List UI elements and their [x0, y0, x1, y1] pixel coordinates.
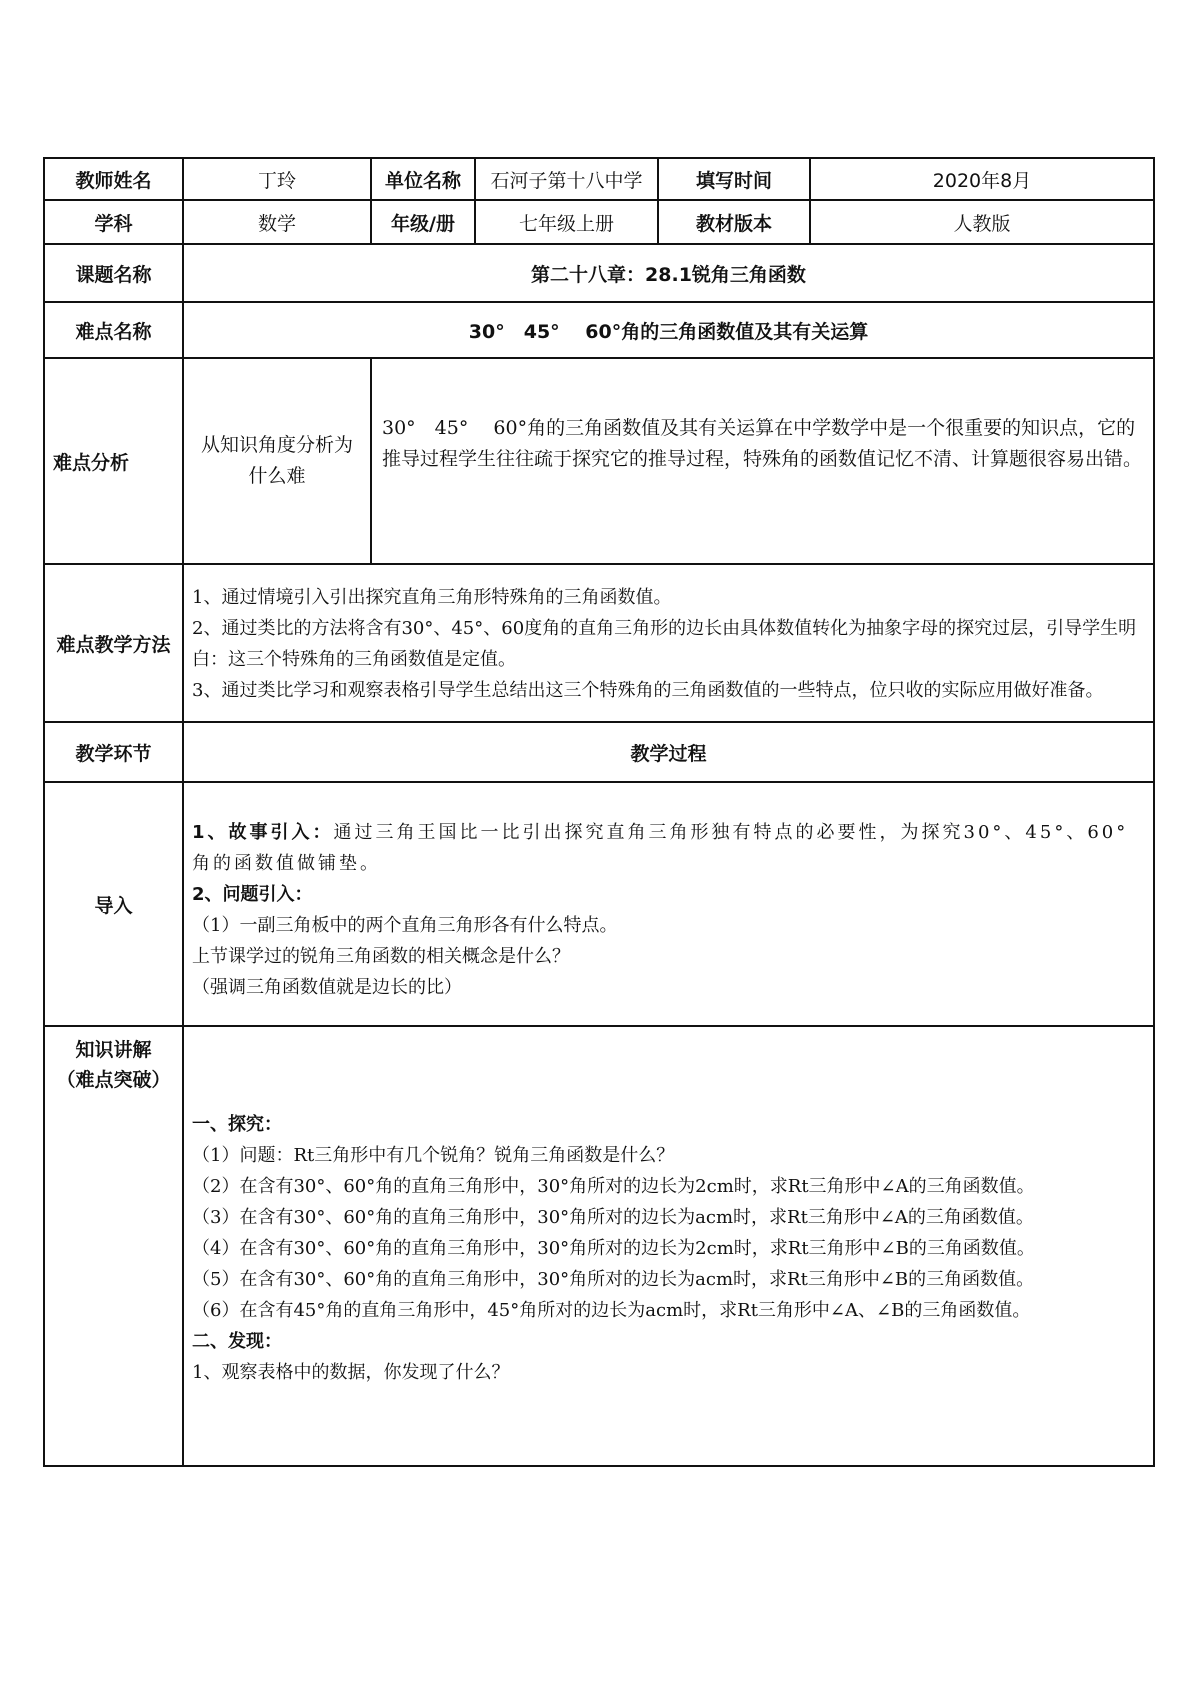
process-value: 教学过程 [183, 722, 1154, 782]
knowledge-label-1: 知识讲解 [75, 1039, 152, 1061]
knowledge-line: （3）在含有30°、60°角的直角三角形中，30°角所对的边长为acm时，求Rt三角形中∠A的三角函数值。 [192, 1206, 1034, 1228]
intro-line: （1）一副三角板中的两个直角三角形各有什么特点。 [192, 915, 618, 936]
knowledge-line: 1、观察表格中的数据，你发现了什么？ [192, 1361, 510, 1383]
method-row [44, 564, 1154, 722]
difficulty-value: 30° 45° 60°角的三角函数值及其有关运算 [183, 302, 1154, 358]
knowledge-line: （1）问题：Rt三角形中有几个锐角？锐角三角函数是什么？ [192, 1144, 675, 1166]
intro-content [183, 782, 1154, 1026]
method-label: 难点教学方法 [44, 564, 183, 722]
subject-label: 学科 [44, 200, 183, 244]
knowledge-label [44, 1026, 183, 1466]
intro-line: （强调三角函数值就是边长的比） [192, 977, 462, 998]
knowledge-line: （4）在含有30°、60°角的直角三角形中，30°角所对的边长为2cm时，求Rt三角形中∠B的三角函数值。 [192, 1237, 1035, 1259]
process-header-row [44, 722, 1154, 782]
header-row-2 [44, 200, 1154, 244]
method-content [183, 564, 1154, 722]
analysis-label: 难点分析 [44, 358, 183, 564]
knowledge-line: （6）在含有45°角的直角三角形中，45°角所对的边长为acm时，求Rt三角形中∠A、∠B的三角函数值。 [192, 1299, 1031, 1321]
difficulty-row [44, 302, 1154, 358]
knowledge-sec2-title: 二、发现： [192, 1330, 282, 1352]
intro-story-text: 通过三角王国比一比引出探究直角三角形独有特点的必要性，为探究30°、45°、60°角的函数值做铺垫。 [192, 822, 1129, 874]
analysis-text: 30° 45° 60°角的三角函数值及其有关运算在中学数学中是一个很重要的知识点，它的推导过程学生往往疏于探究它的推导过程，特殊角的函数值记忆不清、计算题很容易出错。 [371, 358, 1154, 564]
grade-label: 年级/册 [371, 200, 475, 244]
lesson-plan-page [43, 157, 1153, 1467]
intro-label: 导入 [44, 782, 183, 1026]
time-value: 2020年8月 [810, 158, 1154, 200]
topic-label: 课题名称 [44, 244, 183, 302]
knowledge-label-2: （难点突破） [56, 1069, 171, 1091]
header-row-1 [44, 158, 1154, 200]
process-label: 教学环节 [44, 722, 183, 782]
teacher-label: 教师姓名 [44, 158, 183, 200]
knowledge-line: （5）在含有30°、60°角的直角三角形中，30°角所对的边长为acm时，求Rt三角形中∠B的三角函数值。 [192, 1268, 1035, 1290]
grade-value: 七年级上册 [475, 200, 658, 244]
subject-value: 数学 [183, 200, 371, 244]
method-line: 3、通过类比学习和观察表格引导学生总结出这三个特殊角的三角函数值的一些特点，位只收的实际应用做好准备。 [192, 680, 1104, 701]
edition-label: 教材版本 [658, 200, 810, 244]
method-line: 2、通过类比的方法将含有30°、45°、60度角的直角三角形的边长由具体数值转化为抽象字母的探究过层，引导学生明白：这三个特殊角的三角函数值是定值。 [192, 618, 1137, 670]
unit-value: 石河子第十八中学 [475, 158, 658, 200]
intro-story-title: 1、故事引入： [192, 822, 334, 843]
topic-row [44, 244, 1154, 302]
lesson-plan-table [43, 157, 1155, 1467]
intro-story [192, 817, 1145, 879]
analysis-row [44, 358, 1154, 564]
intro-row [44, 782, 1154, 1026]
intro-question-title: 2、问题引入： [192, 884, 313, 905]
edition-value: 人教版 [810, 200, 1154, 244]
method-line: 1、通过情境引入引出探究直角三角形特殊角的三角函数值。 [192, 587, 672, 608]
teacher-value: 丁玲 [183, 158, 371, 200]
knowledge-line: （2）在含有30°、60°角的直角三角形中，30°角所对的边长为2cm时，求Rt三角形中∠A的三角函数值。 [192, 1175, 1035, 1197]
knowledge-content [183, 1026, 1154, 1466]
unit-label: 单位名称 [371, 158, 475, 200]
knowledge-row [44, 1026, 1154, 1466]
topic-value: 第二十八章：28.1锐角三角函数 [183, 244, 1154, 302]
intro-line: 上节课学过的锐角三角函数的相关概念是什么？ [192, 946, 570, 967]
time-label: 填写时间 [658, 158, 810, 200]
analysis-sublabel: 从知识角度分析为什么难 [183, 358, 371, 564]
difficulty-label: 难点名称 [44, 302, 183, 358]
knowledge-sec1-title: 一、探究： [192, 1113, 282, 1135]
